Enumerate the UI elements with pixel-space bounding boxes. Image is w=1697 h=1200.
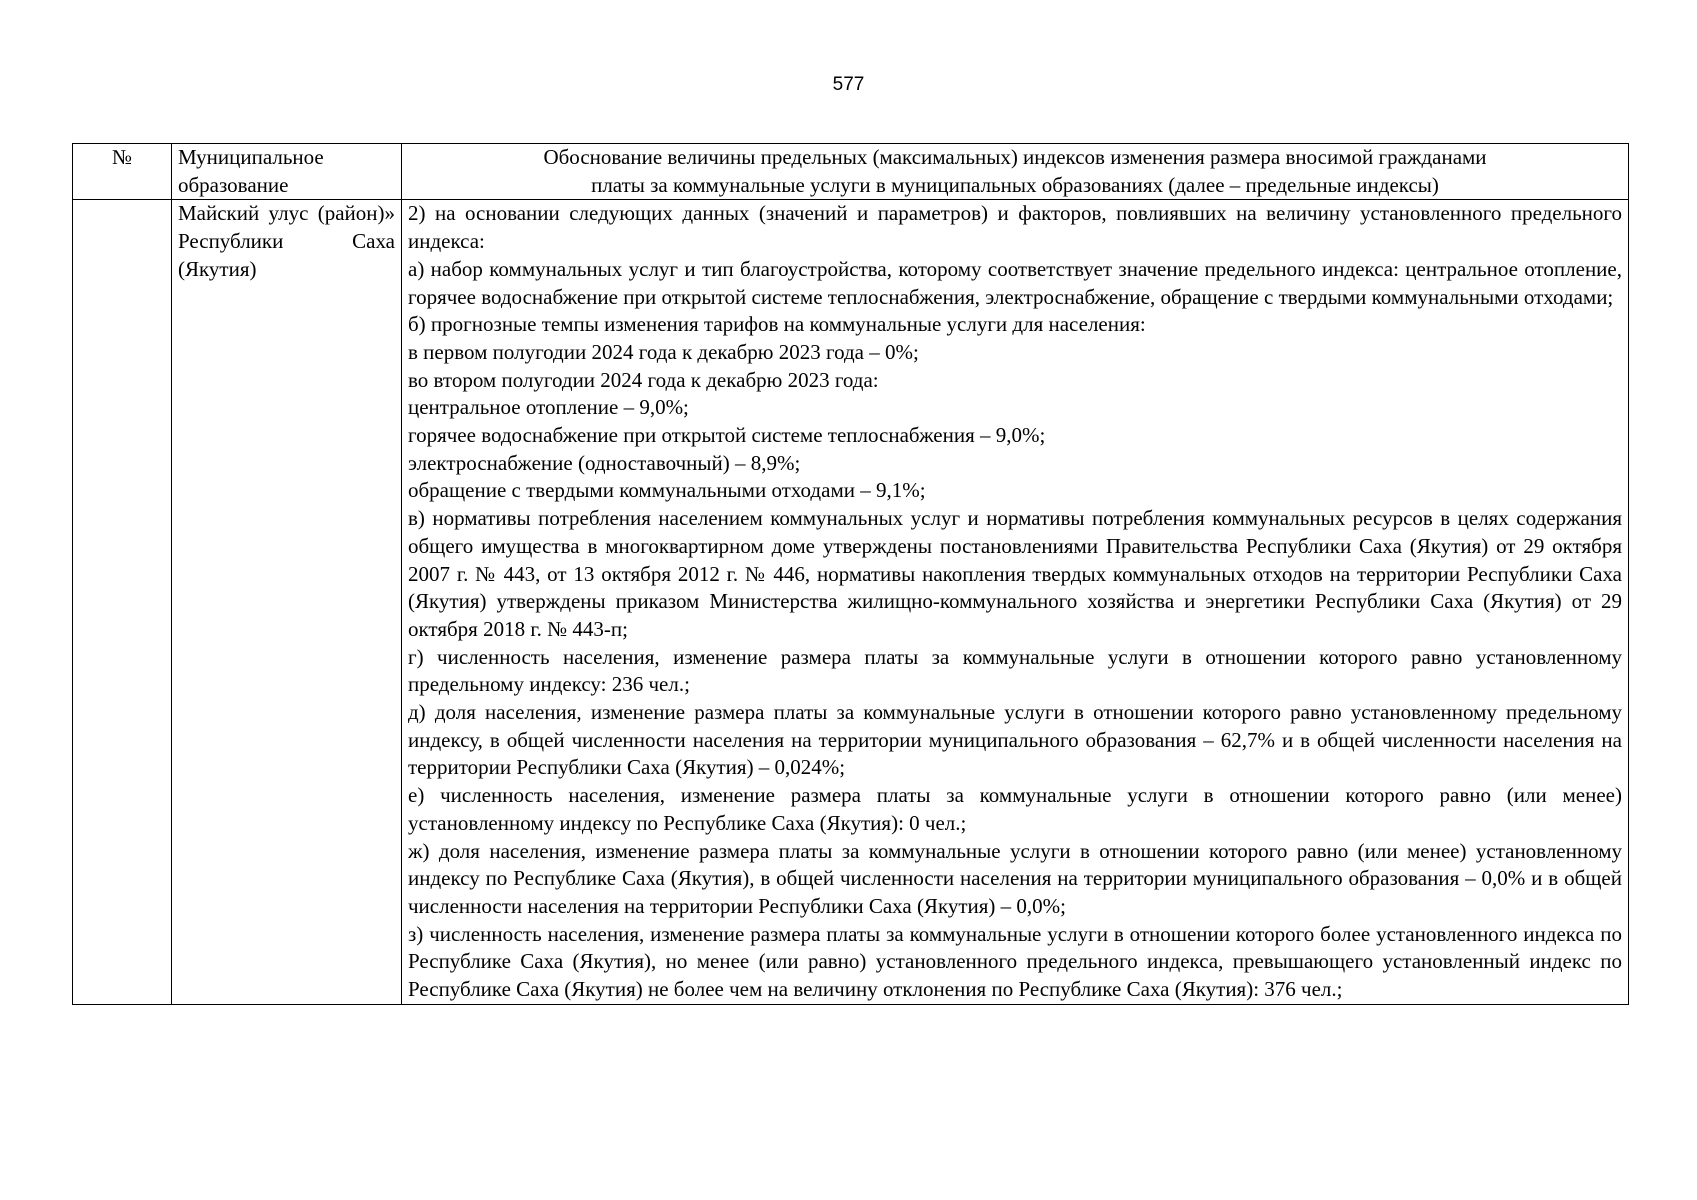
paragraph-b-second-half: во втором полугодии 2024 года к декабрю 2023 года:: [408, 367, 879, 392]
paragraph-b-first-half: в первом полугодии 2024 года к декабрю 2023 года – 0%;: [408, 339, 919, 364]
page-number: 577: [832, 74, 865, 95]
paragraph-b-hot-water: горячее водоснабжение при открытой системе теплоснабжения – 9,0%;: [408, 423, 1046, 448]
header-municipality: Муниципальное образование: [172, 144, 402, 200]
table-row: [73, 200, 1629, 1004]
paragraph-e: е) численность населения, изменение размера платы за коммунальные услуги в отношении которого равно (или менее) установленному индексу по Республике Саха (Якутия): 0 чел.;: [408, 783, 1622, 835]
paragraph-b: б) прогнозные темпы изменения тарифов на коммунальные услуги для населения:: [408, 312, 1146, 337]
header-justification: [402, 144, 1629, 200]
paragraph-intro: 2) на основании следующих данных (значений и параметров) и факторов, повлиявших на величину установленного предельного индекса:: [408, 201, 1622, 254]
header-justification-line2: платы за коммунальные услуги в муниципальных образованиях (далее – предельные индексы): [591, 172, 1439, 197]
row-number-cell: [73, 200, 172, 1004]
paragraph-d: д) доля населения, изменение размера платы за коммунальные услуги в отношении которого равно установленному предельному индексу, в общей численности населения на территории муниципального образования – 62,7% и в общей численности населения на территории Республики Саха (Якутия) – 0,024%;: [408, 700, 1622, 780]
paragraph-g: г) численность населения, изменение размера платы за коммунальные услуги в отношении которого равно установленному предельному индексу: 236 чел.;: [408, 644, 1622, 697]
paragraph-zh: ж) доля населения, изменение размера платы за коммунальные услуги в отношении которого равно (или менее) установленному индексу по Республике Саха (Якутия), в общей численности населения на территории муниципального образования – 0,0% и в общей численности населения на территории Республики Саха (Якутия) – 0,0%;: [408, 838, 1622, 918]
row-justification-cell: [402, 200, 1629, 1004]
paragraph-b-electricity: электроснабжение (одноставочный) – 8,9%;: [408, 450, 801, 475]
header-justification-line1: Обоснование величины предельных (максимальных) индексов изменения размера вносимой гражданами: [543, 145, 1487, 169]
paragraph-b-heating: центральное отопление – 9,0%;: [408, 395, 689, 420]
row-municipality-cell: Майский улус (район)» Республики Саха (Якутия): [172, 200, 402, 1004]
paragraph-v: в) нормативы потребления населением коммунальных услуг и нормативы потребления коммунальных ресурсов в целях содержания общего имущества в многоквартирном доме утверждены постановлениями Правительства Республики Саха (Якутия) от 29 октября 2007 г. № 443, от 13 октября 2012 г. № 446, нормативы накопления твердых коммунальных отходов на территории Республики Саха (Якутия) утверждены приказом Министерства жилищно-коммунального хозяйства и энергетики Республики Саха (Якутия) от 29 октября 2018 г. № 443-п;: [408, 506, 1622, 641]
paragraph-a: а) набор коммунальных услуг и тип благоустройства, которому соответствует значение предельного индекса: центральное отопление, горячее водоснабжение при открытой системе теплоснабжения, электроснабжение, обращение с твердыми коммунальными отходами;: [408, 256, 1622, 309]
paragraph-b-waste: обращение с твердыми коммунальными отходами – 9,1%;: [408, 478, 926, 503]
paragraph-z: з) численность населения, изменение размера платы за коммунальные услуги в отношении которого более установленного индекса по Республике Саха (Якутия), но менее (или равно) установленного предельного индекса, превышающего установленный индекс по Республике Саха (Якутия) не более чем на величину отклонения по Республике Саха (Якутия): 376 чел.;: [408, 921, 1622, 1002]
header-number: №: [73, 144, 172, 200]
indices-table: [72, 143, 1629, 1005]
table-header-row: [73, 144, 1629, 200]
